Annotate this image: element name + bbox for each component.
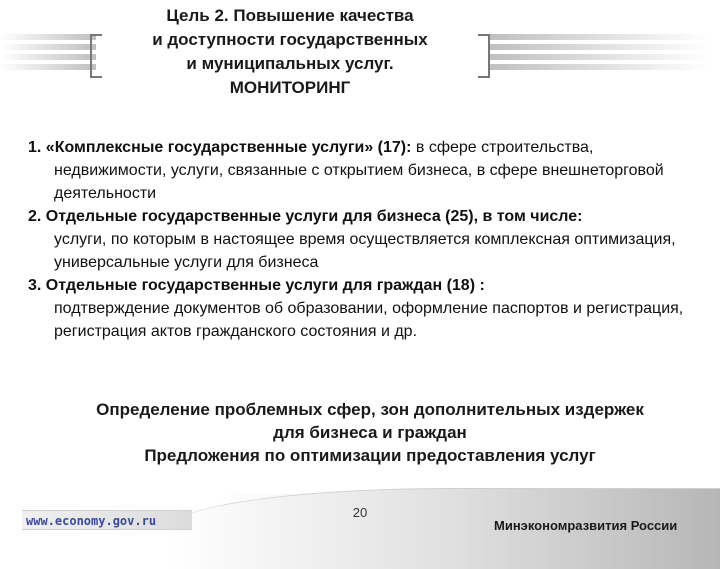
conclusion-line-1: Определение проблемных сфер, зон дополнительных издержек [96, 400, 644, 419]
item-heading: 2. Отдельные государственные услуги для бизнеса (25), в том числе: [28, 208, 583, 225]
title-decoration-left [0, 34, 96, 74]
item-description: подтверждение документов об образовании, оформление паспортов и регистрация, регистрация актов гражданского состояния и др. [54, 300, 684, 340]
item-description: услуги, по которым в настоящее время осуществляется комплексная оптимизация, универсальные услуги для бизнеса [54, 231, 676, 271]
list-item [28, 205, 708, 274]
services-list [28, 136, 708, 343]
conclusion-line-2: для бизнеса и граждан [273, 423, 467, 442]
item-description: недвижимости, услуги, связанные с открытием бизнеса, в сфере внешнеторговой деятельности [54, 162, 664, 202]
title-line-3: и муниципальных услуг. [186, 54, 394, 73]
item-heading: 3. Отдельные государственные услуги для граждан (18) : [28, 277, 485, 294]
item-heading: 1. «Комплексные государственные услуги» (17): [28, 139, 412, 156]
page-number: 20 [352, 505, 368, 520]
list-item [28, 136, 708, 205]
title-line-2: и доступности государственных [152, 30, 428, 49]
item-heading-rest: в сфере строительства, [411, 139, 594, 156]
footer-ministry-name: Минэкономразвития России [494, 518, 678, 533]
footer-website-link[interactable]: www.economy.gov.ru [22, 510, 192, 530]
slide-title [100, 4, 480, 100]
conclusion [30, 398, 710, 467]
title-line-4: МОНИТОРИНГ [229, 78, 351, 97]
title-line-1: Цель 2. Повышение качества [166, 6, 414, 25]
title-decoration-right [488, 34, 720, 74]
list-item [28, 274, 708, 343]
conclusion-line-3: Предложения по оптимизации предоставления услуг [144, 446, 596, 465]
